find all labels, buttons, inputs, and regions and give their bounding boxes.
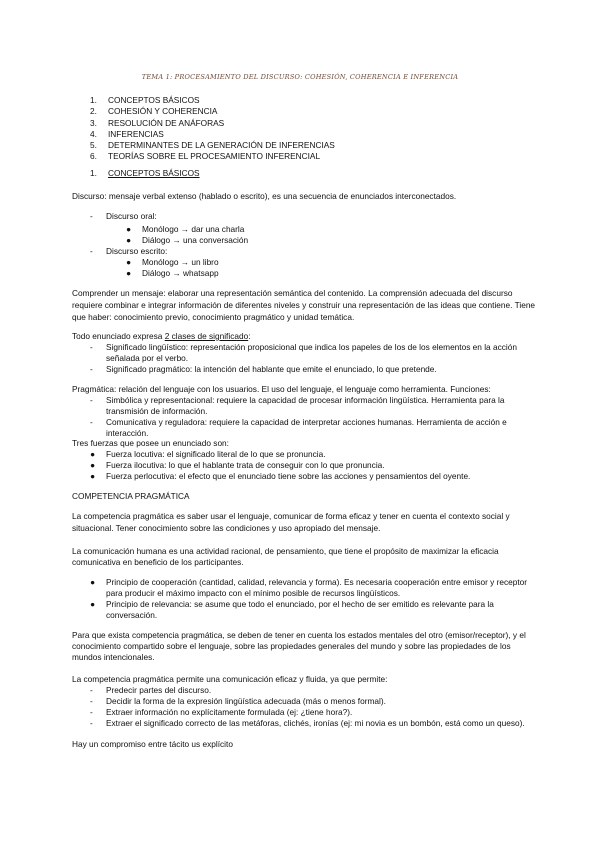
bullet-icon: ● [126,224,132,234]
paragraph-line: que haber: conocimiento previo, conocimiento pragmático y unidad temática. [72,312,355,322]
list-item [90,707,352,717]
list-item-text: Monólogo → dar una charla [142,224,245,234]
list-item-text: Extraer información no explícitamente formulada (ej: ¿tiene hora?). [106,707,353,717]
list-item [90,718,525,728]
list-item-text: Decidir la forma de la expresión lingüística adecuada (más o menos formal). [106,696,386,706]
toc-item [90,151,335,162]
toc-label: CONCEPTOS BÁSICOS [108,95,200,105]
dash-marker: - [90,707,93,717]
dash-marker: - [90,685,93,695]
paragraph-line: La competencia pragmática es saber usar el lenguaje, comunicar de forma eficaz y tener en cuenta el contexto social y [72,511,510,521]
list-item-text: Fuerza perlocutiva: el efecto que el enunciado tiene sobre las acciones y pensamientos del oyente. [106,471,471,481]
list-item [126,224,244,234]
list-item [90,685,211,695]
list-item [90,696,386,706]
list-item [90,599,494,609]
paragraph-line: Comprender un mensaje: elaborar una representación semántica del contenido. La comprensión adecuada del discurso [72,288,513,298]
oral-label [90,211,157,221]
paragraph-line: Para que exista competencia pragmática, se deben de tener en cuenta los estados mentales del otro (emisor/receptor), y el [72,630,526,640]
bullet-icon: ● [126,257,132,267]
paragraph-line: mundos intencionales. [72,652,155,662]
list-item-continuation: conversación. [106,610,158,620]
discurso-definition: Discurso: mensaje verbal extenso (hablado o escrito), es una secuencia de enunciados interconectados. [72,191,457,201]
list-item [90,342,517,352]
list-item [90,471,470,481]
list-item [90,417,507,427]
subsection-heading: COMPETENCIA PRAGMÁTICA [72,491,190,501]
dash-marker: - [90,417,93,427]
paragraph-line: comunicativa en beneficio de los participantes. [72,557,244,567]
dash-marker: - [90,395,93,405]
permite-intro: La competencia pragmática permite una comunicación eficaz y fluida, ya que permite: [72,674,388,684]
list-item-text: Principio de relevancia: se asume que todo el enunciado, por el hecho de ser emitido es relevante para la [106,599,494,609]
bullet-icon: ● [90,577,96,587]
toc-number: 4. [90,128,97,139]
oral-label-text: Discurso oral: [106,211,157,221]
list-item-text: Diálogo → whatsapp [142,268,219,278]
paragraph-line: requiere combinar e integrar información de diferentes niveles y construir una representación de las ideas que contiene. Tiene [72,300,536,310]
dash-marker: - [90,696,93,706]
bullet-icon: ● [90,449,96,459]
paragraph-line: La comunicación humana es una actividad racional, de pensamiento, que tiene el propósito de maximizar la eficacia [72,546,499,556]
bullet-icon: ● [90,471,96,481]
list-item-text: Monólogo → un libro [142,257,219,267]
dash-marker: - [90,246,93,256]
toc-number: 1. [90,95,97,105]
bullet-icon: ● [90,460,96,470]
toc-label: COHESIÓN Y COHERENCIA [108,106,218,117]
toc-item [90,118,335,129]
list-item [90,364,437,374]
list-item-continuation: señalada por el verbo. [106,353,189,363]
toc-item [90,95,335,106]
pragmatica-definition: Pragmática: relación del lenguaje con los usuarios. El uso del lenguaje, el lenguaje como herramienta. Funciones: [72,384,491,394]
paragraph-line: conocimiento compartido sobre el lenguaje, sobre las propiedades generales del mundo y sobre las propiedades de los [72,641,511,651]
escrito-label [90,246,167,256]
list-item-text: Extraer el significado correcto de las metáforas, clichés, ironías (ej: mi novia es un bombón, está como un queso). [106,718,525,728]
list-item-text: Diálogo → una conversación [142,235,249,245]
list-item-continuation: interacción. [106,428,149,438]
escrito-label-text: Discurso escrito: [106,246,168,256]
toc-label: TEORÍAS SOBRE EL PROCESAMIENTO INFERENCIAL [108,151,321,162]
toc-label: DETERMINANTES DE LA GENERACIÓN DE INFERENCIAS [108,140,335,151]
todo-post: : [248,331,251,341]
section-heading [90,168,200,178]
bullet-icon: ● [126,235,132,245]
list-item-text: Simbólica y representacional: requiere la capacidad de procesar información lingüística. Herramienta para la [106,395,505,405]
bullet-icon: ● [126,268,132,278]
toc-item [90,140,335,151]
list-item-text: Predecir partes del discurso. [106,685,212,695]
toc-label: INFERENCIAS [108,128,164,139]
list-item-text: Fuerza ilocutiva: lo que el hablante trata de conseguir con lo que pronuncia. [106,460,385,470]
list-item [90,395,504,405]
document-title: TEMA 1: PROCESAMIENTO DEL DISCURSO: COHESIÓN, COHERENCIA E INFERENCIA [141,73,459,81]
section-title: CONCEPTOS BÁSICOS [108,168,200,178]
list-item [90,449,326,459]
list-item-text: Comunicativa y reguladora: requiere la capacidad de interpretar acciones humanas. Herramienta de acción e [106,417,507,427]
list-item-text: Principio de cooperación (cantidad, calidad, relevancia y forma). Es necesaria cooperación entre emisor y receptor [106,577,528,587]
fuerzas-intro: Tres fuerzas que posee un enunciado son: [72,438,229,448]
todo-enunciado [72,331,251,341]
dash-marker: - [90,342,93,352]
list-item [126,268,219,278]
toc-item [90,106,335,117]
list-item-text: Significado lingüístico: representación proposicional que indica los papeles de los de los elementos en la acción [106,342,517,352]
list-item-continuation: transmisión de información. [106,406,208,416]
dash-marker: - [90,718,93,728]
toc-number: 5. [90,140,97,151]
list-item [90,577,527,587]
list-item-continuation: para producir el máximo impacto con el mínimo posible de recursos lingüísticos. [106,588,401,598]
table-of-contents [90,95,335,163]
dash-marker: - [90,211,93,221]
todo-pre: Todo enunciado expresa [72,331,165,341]
toc-label: RESOLUCIÓN DE ANÁFORAS [108,117,225,128]
list-item-text: Significado pragmático: la intención del hablante que emite el enunciado, lo que pretende. [106,364,437,374]
list-item [126,257,219,267]
list-item-text: Fuerza locutiva: el significado literal de lo que se pronuncia. [106,449,326,459]
dash-marker: - [90,364,93,374]
list-item [90,460,385,470]
toc-number: 2. [90,106,97,117]
bullet-icon: ● [90,599,96,609]
list-item [126,235,248,245]
section-number: 1. [90,168,97,178]
paragraph-line: Hay un compromiso entre tácito us explícito [72,739,233,749]
toc-item [90,129,335,140]
toc-number: 6. [90,151,97,162]
toc-number: 3. [90,117,97,128]
todo-underlined: 2 clases de significado [164,331,249,341]
paragraph-line: situacional. Tener conocimiento sobre las condiciones y uso apropiado del mensaje. [72,523,381,533]
